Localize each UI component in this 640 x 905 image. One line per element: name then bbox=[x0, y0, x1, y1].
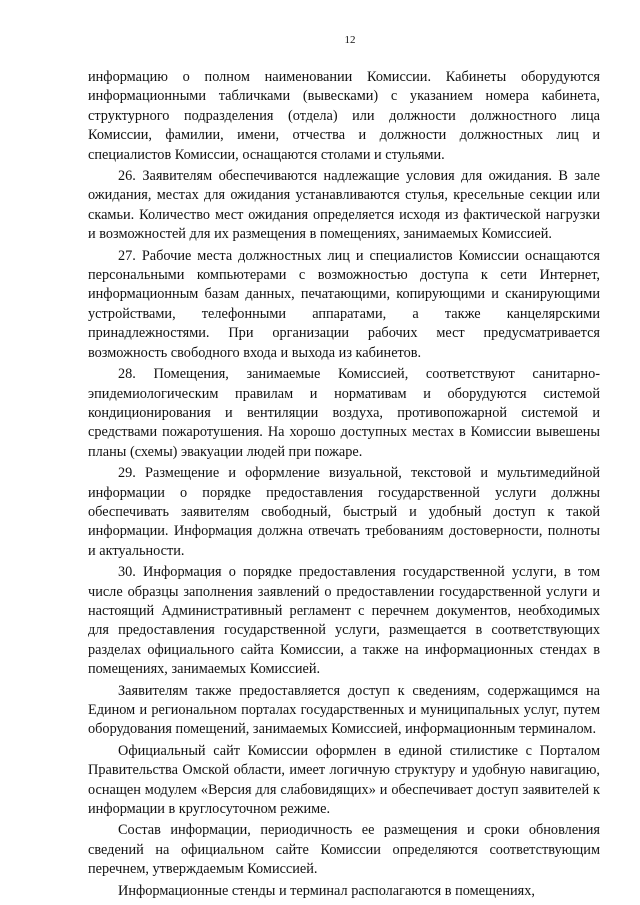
paragraph: 26. Заявителям обеспечиваются надлежащие условия для ожидания. В зале ожидания, местах для ожидания устанавливаются стулья, кресельные секции или скамьи. Количество мест ожидания определяется исходя из фактической нагрузки и возможностей для их размещения в помещениях, занимаемых Комиссией. bbox=[88, 168, 600, 243]
paragraph: Официальный сайт Комиссии оформлен в единой стилистике с Порталом Правительства Омской области, имеет логичную структуру и удобную навигацию, оснащен модулем «Версия для слабовидящих» и обеспечивает доступ заявителей к информации в круглосуточном режиме. bbox=[88, 742, 600, 818]
paragraph: информацию о полном наименовании Комиссии. Кабинеты оборудуются информационными табличками (вывесками) с указанием номера кабинета, структурного подразделения (отдела) или должности должностного лица Комиссии, фамилии, имени, отчества и должности должностных лиц и специалистов Комиссии, оснащаются столами и стульями. bbox=[88, 69, 600, 163]
paragraph: Информационные стенды и терминал располагаются в помещениях, bbox=[118, 882, 535, 899]
paragraph: 27. Рабочие места должностных лиц и специалистов Комиссии оснащаются персональными компьютерами с возможностью доступа к сети Интернет, информационным базам данных, печатающими, копирующими и сканирующими устройствами, телефонными аппаратами, а также канцелярскими принадлежностями. При организации рабочих мест предусматривается возможность свободного входа и выхода из кабинетов. bbox=[88, 247, 600, 361]
paragraph: 28. Помещения, занимаемые Комиссией, соответствуют санитарно-эпидемиологическим правилам и нормативам и оборудуются системой кондиционирования и вентиляции воздуха, противопожарной системой и средствами пожаротушения. На хорошо доступных местах в Комиссии вывешены планы (схемы) эвакуации людей при пожаре. bbox=[88, 366, 600, 460]
paragraph: 29. Размещение и оформление визуальной, текстовой и мультимедийной информации о порядке предоставления государственной услуги должны обеспечивать заявителям свободный, быстрый и удобный доступ к такой информации. Информация должна отвечать требованиям достоверности, полноты и актуальности. bbox=[88, 465, 600, 559]
document-body bbox=[88, 68, 600, 901]
paragraph: Состав информации, периодичность ее размещения и сроки обновления сведений на официальном сайте Комиссии определяются соответствующим перечнем, утверждаемым Комиссией. bbox=[88, 822, 600, 878]
paragraph: 30. Информация о порядке предоставления государственной услуги, в том числе образцы заполнения заявлений о предоставлении государственной услуги и настоящий Административный регламент с перечнем документов, необходимых для предоставления государственной услуги, размещается в соответствующих разделах официального сайта Комиссии, а также на информационных стендах в помещениях, занимаемых Комиссией. bbox=[88, 564, 600, 678]
page-number: 12 bbox=[344, 34, 356, 46]
paragraph: Заявителям также предоставляется доступ к сведениям, содержащимся на Едином и региональном порталах государственных и муниципальных услуг, путем оборудования помещений, занимаемых Комиссией, информационным терминалом. bbox=[88, 682, 600, 738]
